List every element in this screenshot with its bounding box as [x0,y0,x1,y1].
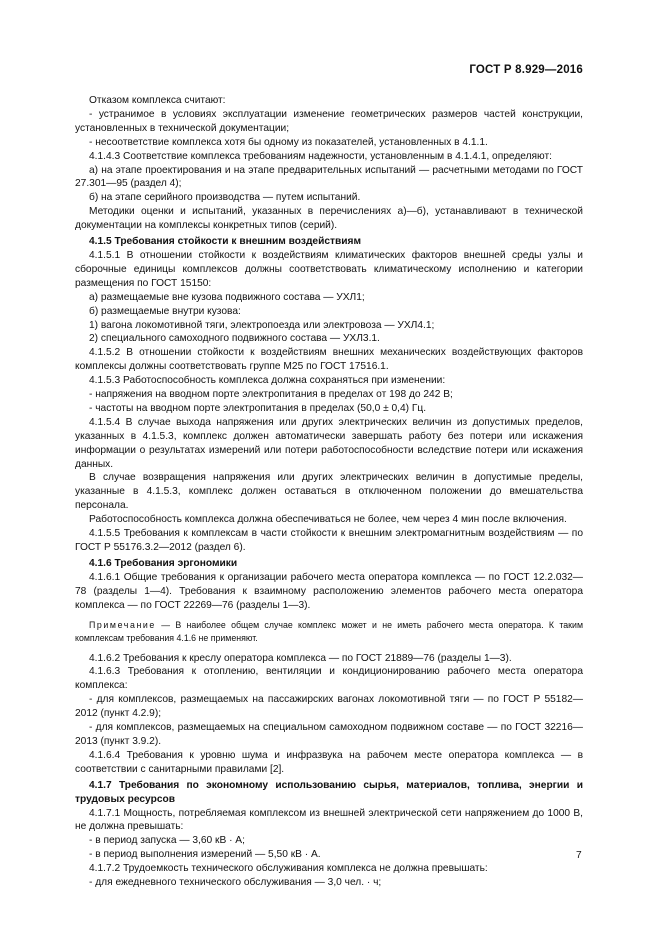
section-heading: 4.1.5 Требования стойкости к внешним воздействиям [89,236,362,248]
paragraph: - для ежедневного технического обслуживания — 3,0 чел. · ч; [89,877,382,889]
paragraph: 4.1.7.1 Мощность, потребляемая комплексом из внешней электрической сети напряжением до 1000 В, не должна превышать: [75,807,583,833]
paragraph: 4.1.7.2 Трудоемкость технического обслуживания комплекса не должна превышать: [89,863,488,875]
paragraph: а) размещаемые вне кузова подвижного состава — УХЛ1; [89,291,365,303]
paragraph: - в период выполнения измерений — 5,50 кВ · А. [89,849,321,861]
paragraph: 4.1.6.3 Требования к отоплению, вентиляции и кондиционированию рабочего места оператора комплекса: [75,666,583,692]
paragraph: 4.1.4.3 Соответствие комплекса требованиям надежности, установленным в 4.1.4.1, определяют: [89,150,552,162]
paragraph: а) на этапе проектирования и на этапе предварительных испытаний — расчетными методами по ГОСТ 27.301—95 (раздел 4); [75,164,583,190]
paragraph: 4.1.5.3 Работоспособность комплекса должна сохраняться при изменении: [89,375,446,387]
paragraph: 4.1.5.4 В случае выхода напряжения или других электрических величин из допустимых пределов, указанных в 4.1.5.3, комплекс должен автоматически завершать работу без потери или искажения информации о результатах измерений или потери работоспособности вследствие потери или искажения данных. [75,416,583,470]
paragraph: 2) специального самоходного подвижного состава — УХЛ3.1. [89,333,380,345]
paragraph: б) размещаемые внутри кузова: [89,305,241,317]
paragraph: Работоспособность комплекса должна обеспечиваться не более, чем через 4 мин после включения. [89,514,567,526]
paragraph: 4.1.6.2 Требования к креслу оператора комплекса — по ГОСТ 21889—76 (разделы 1—3). [89,652,512,664]
note-label: Примечание [89,619,156,630]
paragraph: 4.1.5.5 Требования к комплексам в части стойкости к внешним электромагнитным воздействиям — по ГОСТ Р 55176.3.2—2012 (раздел 6). [75,528,583,553]
section-heading: 4.1.7 Требования по экономному использованию сырья, материалов, топлива, энергии и трудовых ресурсов [75,779,583,805]
paragraph: - частоты на вводном порте электропитания в пределах (50,0 ± 0,4) Гц. [89,402,427,414]
paragraph: - для комплексов, размещаемых на специальном самоходном подвижном составе — по ГОСТ 32216—2013 (пункт 3.9.2). [75,722,583,747]
document-body [75,94,583,890]
paragraph: 4.1.6.1 Общие требования к организации рабочего места оператора комплекса — по ГОСТ 12.2.032—78 (разделы 1—4). Требования к взаимному расположению элементов рабочего места оператора комплекса — по ГОСТ 22269—76 (разделы 1—3). [75,571,583,611]
paragraph: б) на этапе серийного производства — путем испытаний. [89,192,361,204]
paragraph: - в период запуска — 3,60 кВ · А; [89,835,245,847]
note [75,619,583,646]
page-number: 7 [576,850,582,861]
section-heading: 4.1.6 Требования эргономики [89,557,238,569]
paragraph: 4.1.5.1 В отношении стойкости к воздействиям климатических факторов внешней среды узлы и сборочные единицы комплексов должны соответствовать климатическому исполнению и категории размещения по ГОСТ 15150: [75,249,583,289]
paragraph: В случае возвращения напряжения или других электрических величин в допустимые пределы, указанные в 4.1.5.3, комплекс должен оставаться в отключенном положении до вмешательства персонала. [75,472,583,512]
paragraph: - несоответствие комплекса хотя бы одному из показателей, установленных в 4.1.1. [89,136,488,148]
paragraph: 1) вагона локомотивной тяги, электропоезда или электровоза — УХЛ4.1; [89,319,435,331]
paragraph: Методики оценки и испытаний, указанных в перечислениях а)—б), устанавливают в технической документации на комплексы конкретных типов (серий). [75,206,583,232]
paragraph: - напряжения на вводном порте электропитания в пределах от 198 до 242 В; [89,389,453,401]
note-text: — В наиболее общем случае комплекс может и не иметь рабочего места оператора. К таким комплексам требования 4.1.6 не применяют. [75,619,583,644]
document-header: ГОСТ Р 8.929—2016 [469,64,583,76]
paragraph: Отказом комплекса считают: [89,95,226,106]
paragraph: 4.1.6.4 Требования к уровню шума и инфразвука на рабочем месте оператора комплекса — в соответствии с санитарными правилами [2]. [75,749,583,775]
paragraph: 4.1.5.2 В отношении стойкости к воздействиям внешних механических воздействующих факторов комплексы должны соответствовать группе М25 по ГОСТ 17516.1. [75,347,583,373]
paragraph: - устранимое в условиях эксплуатации изменение геометрических размеров частей конструкции, установленных в технической документации; [75,108,583,134]
paragraph: - для комплексов, размещаемых на пассажирских вагонах локомотивной тяги — по ГОСТ Р 55182—2012 (пункт 4.2.9); [75,694,583,720]
